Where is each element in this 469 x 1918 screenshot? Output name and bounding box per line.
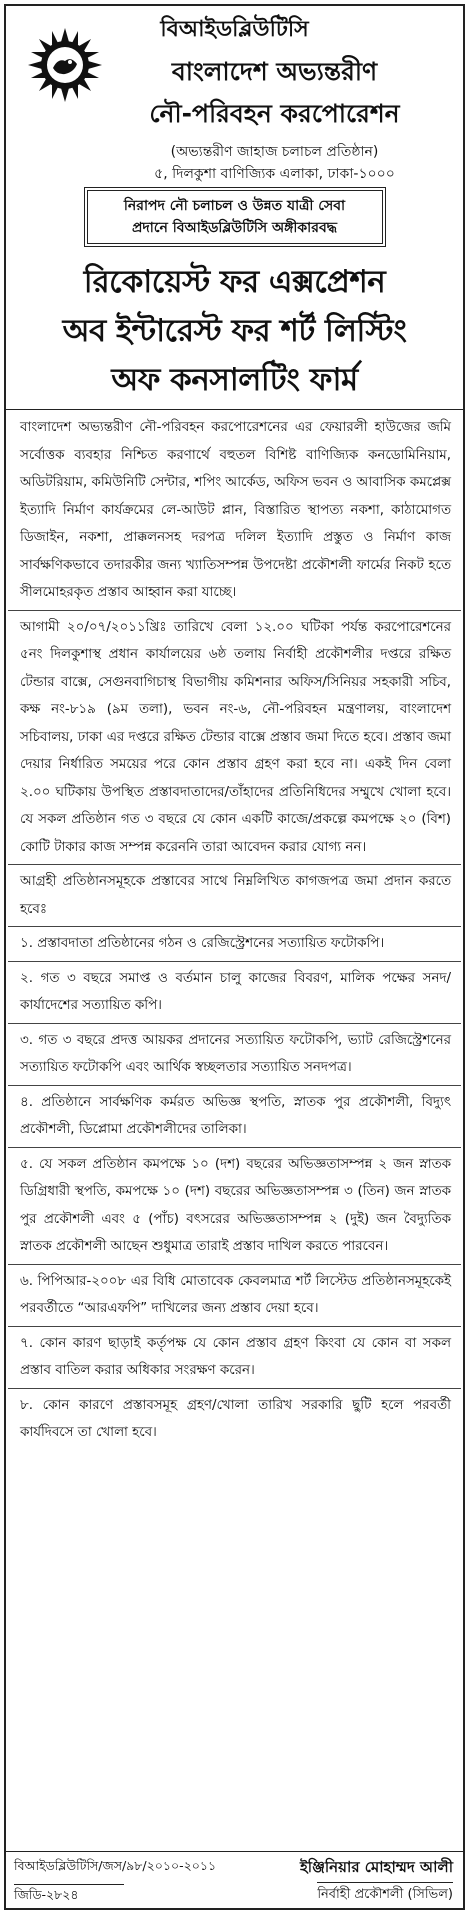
requirement-item: ৭. কোন কারণ ছাড়াই কর্তৃপক্ষ যে কোন প্রস্তাব গ্রহণ কিংবা যে কোন বা সকল প্রস্তাব বাতিল করার অধিকার সংরক্ষণ করেন। <box>20 1335 451 1378</box>
paragraph-requirements: আগ্রহী প্রতিষ্ঠানসমূহকে প্রস্তাবের সাথে নিম্নলিখিত কাগজপত্র জমা প্রদান করতে হবেঃ <box>20 874 451 917</box>
requirement-item: ৫. যে সকল প্রতিষ্ঠান কমপক্ষে ১০ (দশ) বছরের অভিজ্ঞতাসম্পন্ন ২ জন স্নাতক ডিগ্রিধারী স্থপতি, কমপক্ষে ১০ (দশ) বছরের অভিজ্ঞতাসম্পন্ন ৩ (তিন) জন স্নাতক পুর প্রকৌশলী এবং ৫ (পাঁচ) বৎসরের অভিজ্ঞতাসম্পন্ন ২ (দুই) জন বৈদ্যুতিক স্নাতক প্রকৌশলী আছেন শুধুমাত্র তারাই প্রস্তাব দাখিল করতে পারবেন। <box>20 1156 451 1254</box>
org-subtitle: (অভ্যন্তরীণ জাহাজ চলাচল প্রতিষ্ঠান) <box>170 144 379 160</box>
divider <box>8 864 461 865</box>
requirement-item: ২. গত ৩ বছরে সমাপ্ত ও বর্তমান চালু কাজের বিবরণ, মালিক পক্ষের সনদ/কার্যাদেশের সত্যায়িত কপি। <box>20 970 451 1013</box>
divider <box>8 926 461 927</box>
divider <box>8 961 461 962</box>
tender-notice <box>4 4 465 1910</box>
requirement-item: ৩. গত ৩ বছরে প্রদত্ত আয়কর প্রদানের সত্যায়িত ফটোকপি, ভ্যাট রেজিস্ট্রেশনের সত্যায়িত ফটোকপি এবং আর্থিক স্বচ্ছলতার সত্যায়িত সনদপত্র। <box>20 1032 451 1075</box>
requirement-item: ৮. কোন কারণে প্রস্তাবসমূহ গ্রহণ/খোলা তারিখ সরকারি ছুটি হলে পরবর্তী কার্যদিবসে তা খোলা হবে। <box>20 1397 451 1440</box>
headline-line3: অফ কনসালটিং ফার্ম <box>111 362 358 398</box>
gd-code: জিডি-২৮২৪ <box>14 1884 124 1907</box>
headline-line1: রিকোয়েস্ট ফর এক্সপ্রেশন <box>83 264 386 300</box>
signer-name: ইঞ্জিনিয়ার মোহাম্মদ আলী <box>299 1858 453 1876</box>
slogan-line1: নিরাপদ নৌ চলাচল ও উন্নত যাত্রী সেবা <box>123 198 346 214</box>
requirement-item: ৬. পিপিআর-২০০৮ এর বিধি মোতাবেক কেবলমাত্র শর্ট লিস্টেড প্রতিষ্ঠানসমূহকেই পরবর্তীতে “আরএফপি” দাখিলের জন্য প্রস্তাব দেয়া হবে। <box>20 1273 451 1316</box>
divider <box>8 610 461 611</box>
org-short-name: বিআইডব্লিউটিসি <box>160 17 309 42</box>
divider <box>8 1326 461 1327</box>
divider <box>8 1085 461 1086</box>
divider <box>8 1388 461 1389</box>
notice-footer <box>6 1851 463 1908</box>
paragraph-intro: বাংলাদেশ অভ্যন্তরীণ নৌ-পরিবহন করপোরেশনের এর ফেয়ারলী হাউজের জমি সর্বোত্তক ব্যবহার নিশ্চিত করণার্থে বহুতল বিশিষ্ট বাণিজ্যিক কনডোমিনিয়াম, অডিটরিয়াম, কমিউনিটি সেন্টার, শপিং আর্কেড, অফিস ভবন ও আবাসিক কমপ্লেক্স ইত্যাদি নির্মাণ কার্যক্রমের লে-আউট প্লান, বিস্তারিত স্থাপত্য নকশা, কাঠামোগত ডিজাইন, নকশা, প্রাক্কলনসহ দরপত্র দলিল ইত্যাদি প্রস্তুত ও নির্মাণ কাজ সার্বক্ষণিকভাবে তদারকীর জন্য খ্যাতিসম্পন্ন উপদেষ্টা প্রকৌশলী ফার্মের নিকট হতে সীলমোহরকৃত প্রস্তাব আহ্বান করা যাচ্ছে। <box>20 420 451 600</box>
notice-body <box>6 410 463 1447</box>
signer-designation: নির্বাহী প্রকৌশলী (সিভিল) <box>317 1882 453 1906</box>
headline-line2: অব ইন্টারেস্ট ফর শর্ট লিস্টিং <box>62 313 407 349</box>
org-name-line2: নৌ-পরিবহন করপোরেশন <box>149 99 400 128</box>
divider <box>8 1264 461 1265</box>
notice-headline <box>12 258 457 405</box>
divider <box>8 1023 461 1024</box>
notice-header <box>6 6 463 184</box>
slogan-line2: প্রদানে বিআইডব্লিউটিসি অঙ্গীকারবদ্ধ <box>131 220 338 236</box>
requirement-item: ১. প্রস্তাবদাতা প্রতিষ্ঠানের গঠন ও রেজিস্ট্রেশনের সত্যায়িত ফটোকপি। <box>20 936 385 951</box>
slogan-box <box>87 190 383 244</box>
org-name-line1: বাংলাদেশ অভ্যন্তরীণ <box>171 57 378 86</box>
requirement-item: ৪. প্রতিষ্ঠানে সার্বক্ষণিক কর্মরত অভিজ্ঞ স্থপতি, স্নাতক পুর প্রকৌশলী, বিদ্যুৎ প্রকৌশলী, ডিপ্লোমা প্রকৌশলীদের তালিকা। <box>20 1094 451 1137</box>
reference-number: বিআইডব্লিউটিসি/জস/৯৮/২০১০-২০১১ <box>14 1858 217 1873</box>
paragraph-submission: আগামী ২০/০৭/২০১১খ্রিঃ তারিখে বেলা ১২.০০ ঘটিকা পর্যন্ত করপোরেশনের ৫নং দিলকুশাস্থ প্রধান কার্যালয়ের ৬ষ্ঠ তলায় নির্বাহী প্রকৌশলীর দপ্তরে রক্ষিত টেন্ডার বাক্সে, সেগুনবাগিচাস্থ বিভাগীয় কমিশনার অফিস/সিনিয়র সহকারী সচিব, কক্ষ নং-৮১৯ (৯ম তলা), ভবন নং-৬, নৌ-পরিবহন মন্ত্রণালয়, বাংলাদেশ সচিবালয়, ঢাকা এর দপ্তরে রক্ষিত টেন্ডার বাক্সে প্রস্তাব জমা দিতে হবে। প্রস্তাব জমা দেয়ার নির্ধারিত সময়ের পরে কোন প্রস্তাব গ্রহণ করা হবে না। একই দিন বেলা ২.০০ ঘটিকায় উপস্থিত প্রস্তাবদাতাদের/তাঁহাদের প্রতিনিধিদের সম্মুখে খোলা হবে। যে সকল প্রতিষ্ঠান গত ৩ বছরে যে কোন একটি কাজে/প্রকল্পে কমপক্ষে ২০ (বিশ) কোটি টাকার কাজ সম্পন্ন করেননি তারা আবেদন করার যোগ্য নন। <box>20 619 451 855</box>
divider <box>8 1147 461 1148</box>
org-address: ৫, দিলকুশা বাণিজ্যিক এলাকা, ঢাকা-১০০০ <box>154 166 395 182</box>
